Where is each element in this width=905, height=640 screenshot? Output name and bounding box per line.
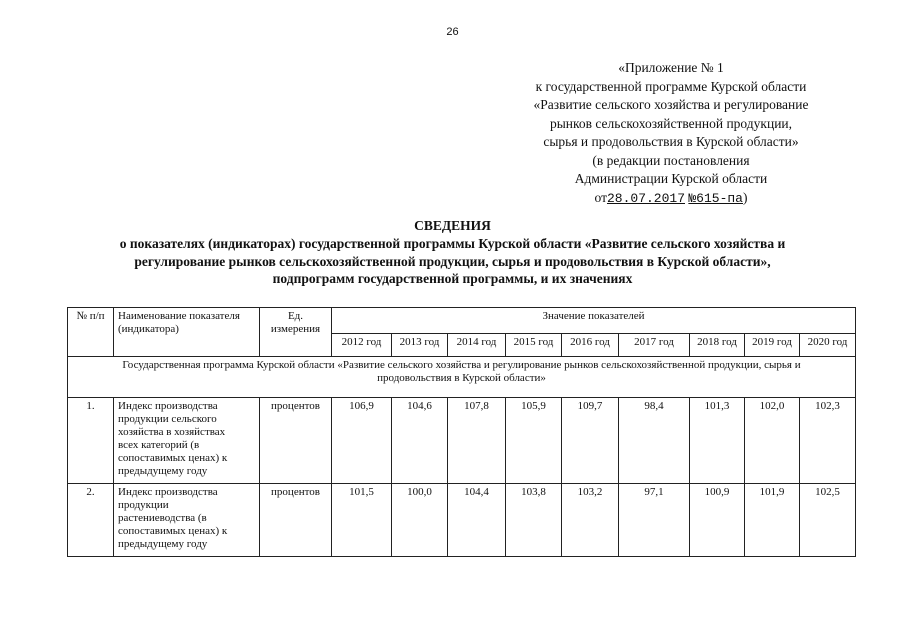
year-header: 2019 год	[745, 334, 800, 357]
document-subtitle	[30, 235, 875, 288]
name-line: растениеводства (в	[118, 512, 207, 524]
subtitle-line: регулирование рынков сельскохозяйственной продукции, сырья и продовольствия в Курской области»,	[134, 253, 771, 269]
value-cell: 103,2	[562, 484, 619, 557]
value-cell: 103,8	[506, 484, 562, 557]
subtitle-line: подпрограмм государственной программы, и их значениях	[272, 271, 633, 286]
table-row	[68, 484, 856, 557]
appendix-line: «Приложение № 1	[618, 60, 724, 75]
value-cell: 105,9	[506, 398, 562, 484]
name-line: Индекс производства	[118, 486, 218, 498]
name-line: продукции сельского	[118, 413, 217, 425]
name-line: сопоставимых ценах) к	[118, 525, 228, 537]
value-cell: 101,3	[690, 398, 745, 484]
appendix-line: к государственной программе Курской области	[535, 78, 807, 94]
header-num: № п/п	[68, 308, 114, 357]
name-line: Индекс производства	[118, 400, 218, 412]
header-name: Наименование показателя (индикатора)	[114, 308, 260, 357]
name-line: всех категорий (в	[118, 439, 200, 451]
appendix-date-line	[500, 189, 842, 209]
value-cell: 100,0	[392, 484, 448, 557]
name-line: продукции	[118, 499, 169, 511]
row-unit: процентов	[260, 484, 332, 557]
section-title-line: продовольствия в Курской области»	[377, 372, 546, 384]
value-cell: 104,6	[392, 398, 448, 484]
row-indicator-name	[114, 484, 260, 557]
value-cell: 106,9	[332, 398, 392, 484]
section-title-line: Государственная программа Курской области «Развитие сельского хозяйства и регулирование рынков сельскохозяйственной продукции, сырья и	[122, 359, 801, 371]
header-values: Значение показателей	[332, 308, 856, 334]
resolution-date: 28.07.2017	[606, 190, 685, 206]
name-line: сопоставимых ценах) к	[118, 452, 228, 464]
appendix-line: (в редакции постановления	[592, 152, 750, 168]
row-unit: процентов	[260, 398, 332, 484]
header-unit: Ед. измерения	[260, 308, 332, 357]
name-line: предыдущему году	[118, 538, 208, 550]
subtitle-line: о показателях (индикаторах) государственной программы Курской области «Развитие сельского хозяйства и	[119, 236, 786, 251]
appendix-line: сырья и продовольствия в Курской области»	[543, 134, 799, 149]
page-number: 26	[446, 26, 459, 38]
value-cell: 102,3	[800, 398, 856, 484]
value-cell: 104,4	[448, 484, 506, 557]
value-cell: 101,5	[332, 484, 392, 557]
table-row	[68, 398, 856, 484]
year-header: 2014 год	[448, 334, 506, 357]
value-cell: 109,7	[562, 398, 619, 484]
value-cell: 97,1	[619, 484, 690, 557]
value-cell: 98,4	[619, 398, 690, 484]
value-cell: 102,5	[800, 484, 856, 557]
value-cell: 102,0	[745, 398, 800, 484]
date-suffix: )	[742, 189, 748, 205]
value-cell: 100,9	[690, 484, 745, 557]
year-header: 2016 год	[562, 334, 619, 357]
section-row	[68, 357, 856, 398]
appendix-header	[500, 59, 842, 208]
name-line: хозяйства в хозяйствах	[118, 426, 226, 438]
year-header: 2012 год	[332, 334, 392, 357]
row-indicator-name	[114, 398, 260, 484]
name-line: предыдущему году	[118, 465, 208, 477]
year-header: 2018 год	[690, 334, 745, 357]
year-header: 2013 год	[392, 334, 448, 357]
appendix-line: «Развитие сельского хозяйства и регулирование	[533, 97, 809, 112]
year-header: 2015 год	[506, 334, 562, 357]
year-header: 2017 год	[619, 334, 690, 357]
row-number: 2.	[68, 484, 114, 557]
document-title: СВЕДЕНИЯ	[414, 218, 491, 233]
year-header: 2020 год	[800, 334, 856, 357]
value-cell: 107,8	[448, 398, 506, 484]
appendix-line: рынков сельскохозяйственной продукции,	[549, 115, 793, 131]
appendix-line: Администрации Курской области	[574, 171, 768, 186]
resolution-number: №615-па	[688, 190, 743, 206]
indicators-table	[67, 307, 856, 557]
value-cell: 101,9	[745, 484, 800, 557]
date-prefix: от	[594, 189, 607, 205]
row-number: 1.	[68, 398, 114, 484]
